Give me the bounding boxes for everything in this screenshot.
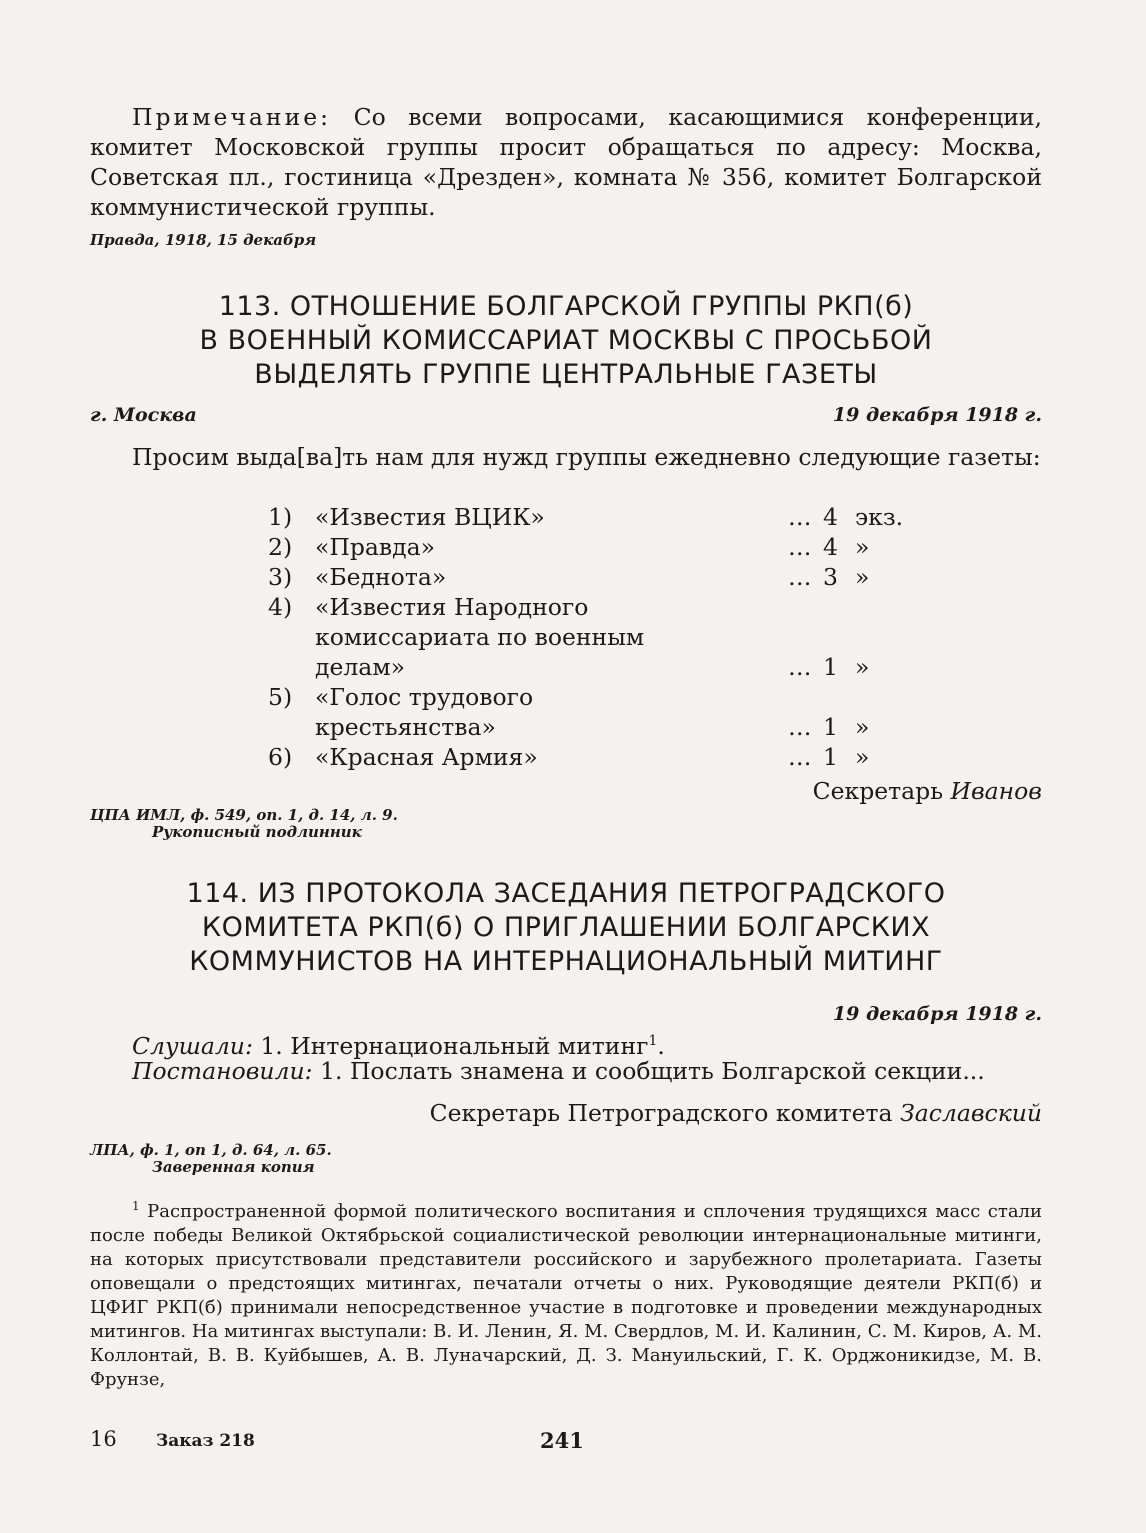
doc113-intro: Просим выда[ва]ть нам для нужд группы ежедневно следующие газеты: [132,443,1041,471]
list-item-title-cont: крестьянства» [315,713,496,741]
list-item-unit: » [855,713,870,741]
list-item-title: «Красная Армия» [315,743,538,771]
list-item-dots: … [788,653,812,681]
list-item-title: «Известия ВЦИК» [315,503,545,531]
doc114-heading-line: КОМИТЕТА РКП(б) О ПРИГЛАШЕНИИ БОЛГАРСКИХ [201,912,931,943]
list-item-unit: » [855,743,870,771]
list-item-number: 3) [268,563,293,591]
doc113-signature [813,776,1042,806]
doc113-date: 19 декабря 1918 г. [832,404,1042,426]
list-item-number: 1) [268,503,293,531]
list-item-title: «Голос трудового [315,683,534,711]
list-item-dots: … [788,533,812,561]
signature-mark: 16 [90,1427,117,1451]
doc114-archive-note: Заверенная копия [152,1158,315,1176]
list-item-qty: 4 [823,533,838,561]
list-item-unit: » [855,563,870,591]
list-item-qty: 4 [823,503,838,531]
heard-label: Слушали: [132,1031,253,1060]
list-item-qty: 3 [823,563,838,591]
footnote-text: Распространенной формой политического воспитания и сплочения трудящихся масс стали после победы Великой Октябрьской социалистической революции интернациональные митинги, на которых присутствовали представители российского и зарубежного пролетариата. Газеты оповещали о предстоящих митингах, печатали отчеты о них. Руководящие деятели РКП(б) и ЦФИГ РКП(б) принимали непосредственное участие в подготовке и проведении международных митингов. На митингах выступали: В. И. Ленин, Я. М. Свердлов, М. И. Калинин, С. М. Киров, А. М. Коллонтай, В. В. Куйбышев, А. В. Луначарский, Д. З. Мануильский, Г. К. Орджоникидзе, М. В. Фрунзе, [90,1201,1042,1390]
list-item-dots: … [788,503,812,531]
doc114-signature [430,1098,1042,1128]
resolved-label: Постановили: [132,1057,313,1085]
note-source: Правда, 1918, 15 декабря [90,231,317,249]
footnote-ref: 1 [648,1033,658,1049]
signature-role: Секретарь [812,777,944,805]
doc114-date: 19 декабря 1918 г. [832,1003,1042,1025]
page-number: 241 [540,1428,584,1453]
heard-text: 1. Интернациональный митинг [260,1031,649,1060]
list-item [0,592,1146,682]
note-text: Со всеми вопросами, касающимися конференции, комитет Московской группы просит обращаться по адресу: Москва, Советская пл., гостиница «Дрезден», комната № 356, комитет Болгарской коммунистической группы. [90,103,1042,221]
note-paragraph [90,102,1042,222]
list-item-title: «Беднота» [315,563,447,591]
list-item-number: 5) [268,683,293,711]
list-item-title: «Известия Народного [315,593,589,621]
list-item-number: 4) [268,593,293,621]
list-item-number: 2) [268,533,293,561]
doc113-heading-line: В ВОЕННЫЙ КОМИССАРИАТ МОСКВЫ С ПРОСЬБОЙ [199,325,933,356]
list-item-title-cont: комиссариата по военным [315,623,645,651]
list-item-number: 6) [268,743,293,771]
doc114-archive: ЛПА, ф. 1, оп 1, д. 64, л. 65. [90,1141,332,1159]
doc114-resolved [132,1056,985,1086]
list-item-title: «Правда» [315,533,436,561]
list-item-unit: » [855,533,870,561]
signature-name: Иванов [950,777,1042,805]
doc114-heading-line: 114. ИЗ ПРОТОКОЛА ЗАСЕДАНИЯ ПЕТРОГРАДСКОГО [186,878,946,909]
doc113-heading [90,290,1042,392]
resolved-text: 1. Послать знамена и сообщить Болгарской секции... [320,1057,985,1085]
doc114-heading-line: КОММУНИСТОВ НА ИНТЕРНАЦИОНАЛЬНЫЙ МИТИНГ [189,946,943,977]
footnote [90,1194,1042,1392]
list-item-dots: … [788,563,812,591]
list-item-qty: 1 [823,653,838,681]
list-item-unit: » [855,653,870,681]
footnote-mark: 1 [132,1199,140,1213]
list-item [0,682,1146,742]
doc114-heard: Слушали: 1. Интернациональный митинг$^1$. [132,1031,665,1060]
list-item-title-cont: делам» [315,653,405,681]
list-item-qty: 1 [823,743,838,771]
doc113-heading-line: ВЫДЕЛЯТЬ ГРУППЕ ЦЕНТРАЛЬНЫЕ ГАЗЕТЫ [254,359,878,390]
doc113-archive-note: Рукописный подлинник [152,823,362,841]
list-item-qty: 1 [823,713,838,741]
print-order: Заказ 218 [156,1431,255,1451]
list-item-dots: … [788,713,812,741]
doc113-place: г. Москва [90,404,197,426]
doc114-heading [90,877,1042,979]
signature-name: Заславский [900,1099,1042,1127]
list-item-dots: … [788,743,812,771]
list-item-unit: экз. [855,503,904,531]
note-label: Примечание: [132,103,332,131]
doc113-heading-line: 113. ОТНОШЕНИЕ БОЛГАРСКОЙ ГРУППЫ РКП(б) [218,291,914,322]
doc113-archive: ЦПА ИМЛ, ф. 549, оп. 1, д. 14, л. 9. [90,806,398,824]
signature-role: Секретарь Петроградского комитета [429,1099,893,1127]
